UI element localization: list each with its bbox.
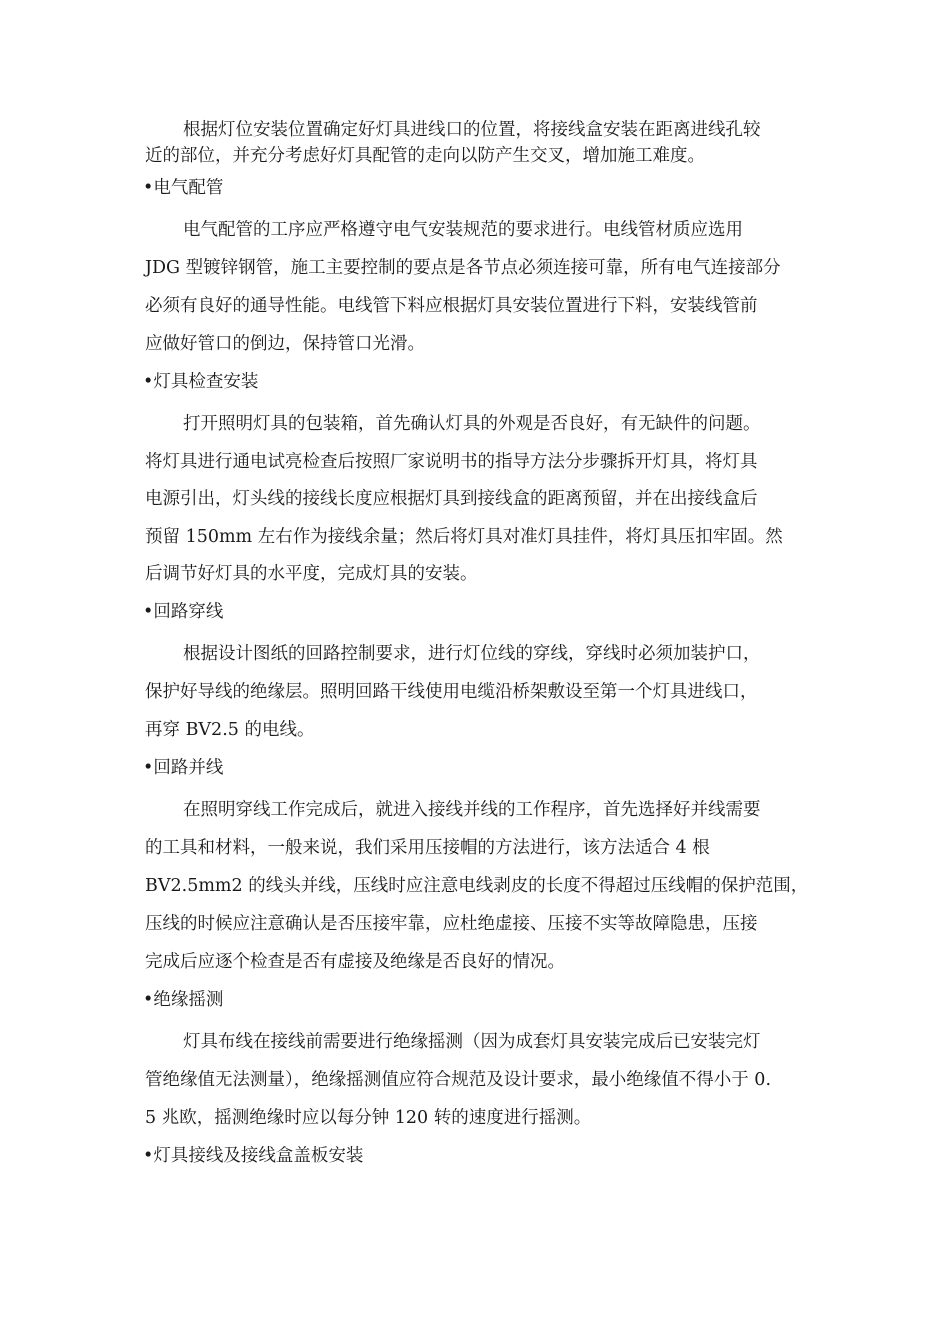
section-heading: •回路并线 bbox=[143, 758, 224, 778]
paragraph-line: 必须有良好的通导性能。电线管下料应根据灯具安装位置进行下料，安装线管前 bbox=[145, 296, 758, 316]
paragraph-line: 的工具和材料，一般来说，我们采用压接帽的方法进行，该方法适合 4 根 bbox=[145, 838, 710, 858]
section-heading: •灯具接线及接线盒盖板安装 bbox=[143, 1146, 364, 1166]
paragraph-line: 打开照明灯具的包装箱，首先确认灯具的外观是否良好，有无缺件的问题。 bbox=[183, 414, 761, 434]
paragraph-line: 电源引出，灯头线的接线长度应根据灯具到接线盒的距离预留，并在出接线盒后 bbox=[145, 489, 758, 509]
paragraph-line: JDG 型镀锌钢管，施工主要控制的要点是各节点必须连接可靠，所有电气连接部分 bbox=[145, 258, 781, 278]
paragraph-line: 将灯具进行通电试亮检查后按照厂家说明书的指导方法分步骤拆开灯具，将灯具 bbox=[145, 452, 758, 472]
paragraph-line: BV2.5mm2 的线头并线，压线时应注意电线剥皮的长度不得超过压线帽的保护范围， bbox=[145, 876, 809, 896]
paragraph-line: 再穿 BV2.5 的电线。 bbox=[145, 720, 315, 740]
paragraph-line: 在照明穿线工作完成后，就进入接线并线的工作程序，首先选择好并线需要 bbox=[183, 800, 761, 820]
paragraph-line: 后调节好灯具的水平度，完成灯具的安装。 bbox=[145, 564, 478, 584]
paragraph-line: 近的部位，并充分考虑好灯具配管的走向以防产生交叉，增加施工难度。 bbox=[145, 146, 705, 166]
paragraph-line: 完成后应逐个检查是否有虚接及绝缘是否良好的情况。 bbox=[145, 952, 565, 972]
paragraph-line: 灯具布线在接线前需要进行绝缘摇测（因为成套灯具安装完成后已安装完灯 bbox=[183, 1032, 761, 1052]
paragraph-line: 管绝缘值无法测量），绝缘摇测值应符合规范及设计要求，最小绝缘值不得小于 0. bbox=[145, 1070, 772, 1090]
paragraph-line: 保护好导线的绝缘层。照明回路干线使用电缆沿桥架敷设至第一个灯具进线口， bbox=[145, 682, 758, 702]
section-heading: •绝缘摇测 bbox=[143, 990, 224, 1010]
paragraph-line: 5 兆欧，摇测绝缘时应以每分钟 120 转的速度进行摇测。 bbox=[145, 1108, 592, 1128]
paragraph-line: 根据设计图纸的回路控制要求，进行灯位线的穿线，穿线时必须加装护口， bbox=[183, 644, 761, 664]
section-heading: •灯具检查安装 bbox=[143, 372, 259, 392]
paragraph-line: 压线的时候应注意确认是否压接牢靠，应杜绝虚接、压接不实等故障隐患，压接 bbox=[145, 914, 758, 934]
paragraph-line: 电气配管的工序应严格遵守电气安装规范的要求进行。电线管材质应选用 bbox=[183, 220, 743, 240]
section-heading: •电气配管 bbox=[143, 178, 224, 198]
paragraph-line: 应做好管口的倒边，保持管口光滑。 bbox=[145, 334, 425, 354]
section-heading: •回路穿线 bbox=[143, 602, 224, 622]
paragraph-line: 预留 150mm 左右作为接线余量；然后将灯具对准灯具挂件，将灯具压扣牢固。然 bbox=[145, 527, 783, 547]
paragraph-line: 根据灯位安装位置确定好灯具进线口的位置，将接线盒安装在距离进线孔较 bbox=[183, 120, 761, 140]
